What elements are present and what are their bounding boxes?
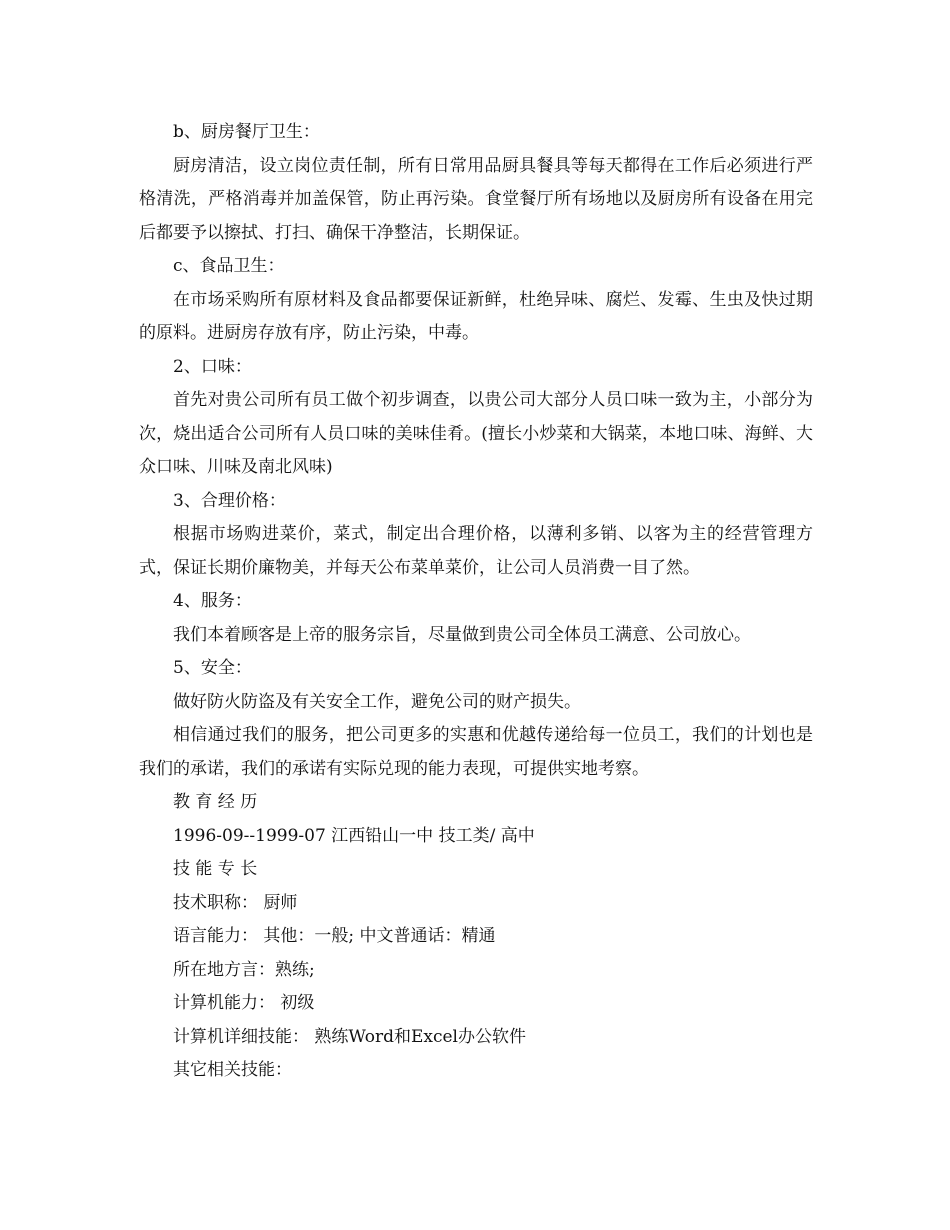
paragraph-safety: 做好防火防盗及有关安全工作，避免公司的财产损失。	[173, 691, 581, 712]
heading-education: 教 育 经 历	[173, 792, 258, 812]
skill-title: 技术职称： 厨师	[173, 892, 298, 913]
skill-computer-level: 计算机能力： 初级	[173, 993, 315, 1013]
paragraph-taste: 首先对贵公司所有员工做个初步调查，以贵公司大部分人员口味一致为主，小部分为次，烧出适合公司所有人员口味的美味佳肴。(擅长小炒菜和大锅菜，本地口味、海鲜、大众口味、川味及南北风味)	[139, 390, 813, 477]
heading-pricing: 3、合理价格：	[173, 490, 286, 511]
paragraph-service: 我们本着顾客是上帝的服务宗旨，尽量做到贵公司全体员工满意、公司放心。	[173, 624, 751, 645]
paragraph-pricing: 根据市场购进菜价，菜式，制定出合理价格，以薄利多销、以客为主的经营管理方式，保证长期价廉物美，并每天公布菜单菜价，让公司人员消费一目了然。	[139, 524, 813, 578]
heading-kitchen-hygiene: b、厨房餐厅卫生：	[173, 122, 320, 142]
heading-service: 4、服务：	[173, 591, 252, 611]
skill-language: 语言能力： 其他：一般; 中文普通话：精通	[173, 926, 496, 946]
document-body	[139, 116, 813, 1088]
paragraph-kitchen-cleaning: 厨房清洁，设立岗位责任制，所有日常用品厨具餐具等每天都得在工作后必须进行严格清洗，严格消毒并加盖保管，防止再污染。食堂餐厅所有场地以及厨房所有设备在用完后都要予以擦拭、打扫、确保干净整洁，长期保证。	[139, 155, 813, 243]
paragraph-commitment: 相信通过我们的服务，把公司更多的实惠和优越传递给每一位员工，我们的计划也是我们的承诺，我们的承诺有实际兑现的能力表现，可提供实地考察。	[139, 725, 813, 779]
heading-taste: 2、口味：	[173, 356, 252, 377]
heading-skills: 技 能 专 长	[173, 859, 258, 879]
skill-computer-detail: 计算机详细技能： 熟练Word和Excel办公软件	[173, 1026, 526, 1047]
education-entry: 1996-09--1999-07 江西铅山一中 技工类/ 高中	[173, 825, 535, 846]
heading-safety: 5、安全：	[173, 658, 252, 678]
paragraph-food-purchasing: 在市场采购所有原材料及食品都要保证新鲜，杜绝异味、腐烂、发霉、生虫及快过期的原料。进厨房存放有序，防止污染，中毒。	[139, 289, 813, 343]
skill-dialect: 所在地方言：熟练;	[173, 959, 315, 980]
heading-food-hygiene: c、食品卫生：	[173, 256, 285, 276]
skill-other: 其它相关技能：	[173, 1060, 292, 1080]
